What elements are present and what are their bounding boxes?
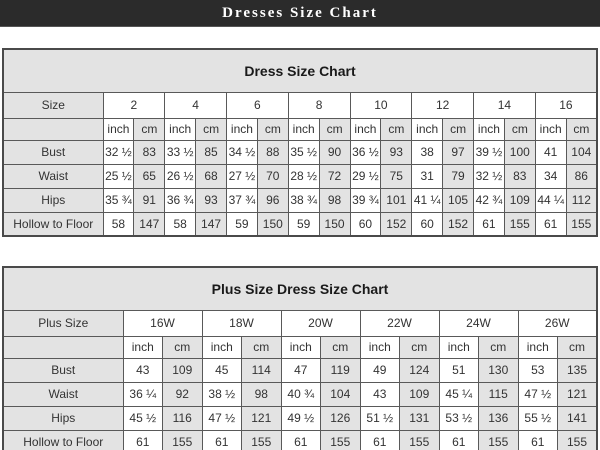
measurement-inch-cell: 32 ½ xyxy=(474,164,505,188)
measurement-cm-cell: 112 xyxy=(566,188,597,212)
size-header-cell: 10 xyxy=(350,92,412,118)
measurement-inch-cell: 61 xyxy=(360,430,400,450)
inch-unit-cell: inch xyxy=(474,118,505,140)
measurement-inch-cell: 61 xyxy=(123,430,163,450)
measurement-cm-cell: 109 xyxy=(163,358,203,382)
measurement-row xyxy=(3,358,597,382)
measurement-cm-cell: 155 xyxy=(400,430,440,450)
inch-unit-cell: inch xyxy=(412,118,443,140)
cm-unit-cell: cm xyxy=(134,118,165,140)
measurement-cm-cell: 97 xyxy=(443,140,474,164)
plus-chart-body xyxy=(3,267,597,450)
cm-unit-cell: cm xyxy=(504,118,535,140)
measurement-inch-cell: 61 xyxy=(439,430,479,450)
measurement-inch-cell: 34 ½ xyxy=(227,140,258,164)
cm-unit-cell: cm xyxy=(163,336,203,358)
measurement-cm-cell: 72 xyxy=(319,164,350,188)
size-header-cell: 12 xyxy=(412,92,474,118)
measurement-inch-cell: 41 xyxy=(535,140,566,164)
measurement-inch-cell: 45 ¼ xyxy=(439,382,479,406)
size-header-cell: 16W xyxy=(123,310,202,336)
measurement-cm-cell: 100 xyxy=(504,140,535,164)
page-header-bar xyxy=(0,0,600,27)
measurement-inch-cell: 38 ½ xyxy=(202,382,242,406)
measurement-cm-cell: 114 xyxy=(242,358,282,382)
measurement-inch-cell: 60 xyxy=(412,212,443,236)
measurement-cm-cell: 119 xyxy=(321,358,361,382)
size-header-cell: 6 xyxy=(227,92,289,118)
measurement-cm-cell: 93 xyxy=(381,140,412,164)
measurement-cm-cell: 104 xyxy=(566,140,597,164)
cm-unit-cell: cm xyxy=(257,118,288,140)
inch-unit-cell: inch xyxy=(288,118,319,140)
inch-unit-cell: inch xyxy=(518,336,558,358)
measurement-row xyxy=(3,164,597,188)
row-label-cell: Bust xyxy=(3,358,123,382)
measurement-inch-cell: 44 ¼ xyxy=(535,188,566,212)
measurement-cm-cell: 121 xyxy=(558,382,598,406)
measurement-cm-cell: 104 xyxy=(321,382,361,406)
size-header-cell: 16 xyxy=(535,92,597,118)
measurement-cm-cell: 109 xyxy=(400,382,440,406)
measurement-inch-cell: 34 xyxy=(535,164,566,188)
measurement-cm-cell: 152 xyxy=(381,212,412,236)
measurement-inch-cell: 27 ½ xyxy=(227,164,258,188)
measurement-cm-cell: 92 xyxy=(163,382,203,406)
measurement-cm-cell: 90 xyxy=(319,140,350,164)
chart-title: Plus Size Dress Size Chart xyxy=(3,267,597,310)
measurement-inch-cell: 61 xyxy=(474,212,505,236)
size-header-cell: 14 xyxy=(474,92,536,118)
measurement-cm-cell: 155 xyxy=(558,430,598,450)
measurement-cm-cell: 136 xyxy=(479,406,519,430)
measurement-inch-cell: 41 ¼ xyxy=(412,188,443,212)
cm-unit-cell: cm xyxy=(443,118,474,140)
measurement-cm-cell: 150 xyxy=(257,212,288,236)
inch-unit-cell: inch xyxy=(202,336,242,358)
measurement-inch-cell: 36 ¾ xyxy=(165,188,196,212)
standard-chart-body xyxy=(3,49,597,236)
measurement-inch-cell: 32 ½ xyxy=(103,140,134,164)
measurement-cm-cell: 155 xyxy=(504,212,535,236)
measurement-cm-cell: 96 xyxy=(257,188,288,212)
measurement-cm-cell: 116 xyxy=(163,406,203,430)
measurement-row xyxy=(3,406,597,430)
measurement-cm-cell: 83 xyxy=(134,140,165,164)
measurement-cm-cell: 155 xyxy=(566,212,597,236)
measurement-cm-cell: 109 xyxy=(504,188,535,212)
cm-unit-cell: cm xyxy=(381,118,412,140)
measurement-cm-cell: 126 xyxy=(321,406,361,430)
measurement-cm-cell: 155 xyxy=(321,430,361,450)
row-label-cell: Hollow to Floor xyxy=(3,212,103,236)
measurement-cm-cell: 70 xyxy=(257,164,288,188)
measurement-inch-cell: 45 ½ xyxy=(123,406,163,430)
measurement-cm-cell: 105 xyxy=(443,188,474,212)
measurement-cm-cell: 124 xyxy=(400,358,440,382)
measurement-inch-cell: 31 xyxy=(412,164,443,188)
page-title: Dresses Size Chart xyxy=(222,4,378,21)
cm-unit-cell: cm xyxy=(400,336,440,358)
measurement-inch-cell: 26 ½ xyxy=(165,164,196,188)
row-label-cell: Waist xyxy=(3,382,123,406)
measurement-cm-cell: 93 xyxy=(196,188,227,212)
measurement-cm-cell: 152 xyxy=(443,212,474,236)
measurement-row xyxy=(3,382,597,406)
measurement-cm-cell: 150 xyxy=(319,212,350,236)
measurement-cm-cell: 88 xyxy=(257,140,288,164)
cm-unit-cell: cm xyxy=(196,118,227,140)
inch-unit-cell: inch xyxy=(103,118,134,140)
measurement-cm-cell: 98 xyxy=(242,382,282,406)
inch-unit-cell: inch xyxy=(350,118,381,140)
measurement-inch-cell: 28 ½ xyxy=(288,164,319,188)
measurement-cm-cell: 135 xyxy=(558,358,598,382)
measurement-inch-cell: 25 ½ xyxy=(103,164,134,188)
measurement-inch-cell: 61 xyxy=(202,430,242,450)
measurement-cm-cell: 85 xyxy=(196,140,227,164)
size-header-label-cell: Size xyxy=(3,92,103,118)
measurement-inch-cell: 49 ½ xyxy=(281,406,321,430)
measurement-inch-cell: 51 ½ xyxy=(360,406,400,430)
measurement-inch-cell: 38 ¾ xyxy=(288,188,319,212)
cm-unit-cell: cm xyxy=(321,336,361,358)
measurement-row xyxy=(3,188,597,212)
measurement-inch-cell: 61 xyxy=(535,212,566,236)
measurement-inch-cell: 60 xyxy=(350,212,381,236)
measurement-inch-cell: 55 ½ xyxy=(518,406,558,430)
measurement-inch-cell: 43 xyxy=(123,358,163,382)
measurement-inch-cell: 39 ½ xyxy=(474,140,505,164)
chart-title: Dress Size Chart xyxy=(3,49,597,92)
measurement-inch-cell: 53 ½ xyxy=(439,406,479,430)
measurement-inch-cell: 49 xyxy=(360,358,400,382)
row-label-cell: Hips xyxy=(3,406,123,430)
measurement-cm-cell: 101 xyxy=(381,188,412,212)
size-header-label-cell: Plus Size xyxy=(3,310,123,336)
measurement-inch-cell: 43 xyxy=(360,382,400,406)
measurement-row xyxy=(3,430,597,450)
measurement-inch-cell: 47 ½ xyxy=(518,382,558,406)
measurement-cm-cell: 130 xyxy=(479,358,519,382)
measurement-cm-cell: 121 xyxy=(242,406,282,430)
measurement-cm-cell: 83 xyxy=(504,164,535,188)
plus-size-dress-chart-table xyxy=(2,266,598,450)
measurement-inch-cell: 39 ¾ xyxy=(350,188,381,212)
measurement-inch-cell: 42 ¾ xyxy=(474,188,505,212)
measurement-cm-cell: 68 xyxy=(196,164,227,188)
measurement-inch-cell: 47 xyxy=(281,358,321,382)
measurement-cm-cell: 86 xyxy=(566,164,597,188)
cm-unit-cell: cm xyxy=(558,336,598,358)
measurement-cm-cell: 155 xyxy=(163,430,203,450)
measurement-cm-cell: 91 xyxy=(134,188,165,212)
measurement-inch-cell: 59 xyxy=(227,212,258,236)
measurement-inch-cell: 47 ½ xyxy=(202,406,242,430)
cm-unit-cell: cm xyxy=(566,118,597,140)
measurement-cm-cell: 79 xyxy=(443,164,474,188)
measurement-inch-cell: 58 xyxy=(165,212,196,236)
unit-row-corner-cell xyxy=(3,336,123,358)
row-label-cell: Waist xyxy=(3,164,103,188)
inch-unit-cell: inch xyxy=(123,336,163,358)
row-label-cell: Bust xyxy=(3,140,103,164)
measurement-inch-cell: 61 xyxy=(518,430,558,450)
inch-unit-cell: inch xyxy=(360,336,400,358)
inch-unit-cell: inch xyxy=(281,336,321,358)
inch-unit-cell: inch xyxy=(535,118,566,140)
measurement-inch-cell: 36 ½ xyxy=(350,140,381,164)
measurement-row xyxy=(3,140,597,164)
measurement-inch-cell: 36 ¼ xyxy=(123,382,163,406)
cm-unit-cell: cm xyxy=(479,336,519,358)
measurement-cm-cell: 141 xyxy=(558,406,598,430)
measurement-inch-cell: 35 ½ xyxy=(288,140,319,164)
inch-unit-cell: inch xyxy=(439,336,479,358)
measurement-inch-cell: 53 xyxy=(518,358,558,382)
size-header-cell: 22W xyxy=(360,310,439,336)
measurement-inch-cell: 58 xyxy=(103,212,134,236)
row-label-cell: Hips xyxy=(3,188,103,212)
measurement-inch-cell: 59 xyxy=(288,212,319,236)
measurement-inch-cell: 35 ¾ xyxy=(103,188,134,212)
row-label-cell: Hollow to Floor xyxy=(3,430,123,450)
size-header-cell: 20W xyxy=(281,310,360,336)
measurement-cm-cell: 147 xyxy=(134,212,165,236)
size-header-cell: 2 xyxy=(103,92,165,118)
measurement-inch-cell: 61 xyxy=(281,430,321,450)
measurement-cm-cell: 65 xyxy=(134,164,165,188)
dress-size-chart-table xyxy=(2,48,598,237)
measurement-cm-cell: 75 xyxy=(381,164,412,188)
size-header-cell: 8 xyxy=(288,92,350,118)
unit-row-corner-cell xyxy=(3,118,103,140)
size-header-cell: 24W xyxy=(439,310,518,336)
cm-unit-cell: cm xyxy=(242,336,282,358)
measurement-row xyxy=(3,212,597,236)
measurement-cm-cell: 131 xyxy=(400,406,440,430)
measurement-cm-cell: 147 xyxy=(196,212,227,236)
inch-unit-cell: inch xyxy=(227,118,258,140)
measurement-inch-cell: 38 xyxy=(412,140,443,164)
measurement-cm-cell: 98 xyxy=(319,188,350,212)
measurement-inch-cell: 45 xyxy=(202,358,242,382)
measurement-cm-cell: 155 xyxy=(242,430,282,450)
measurement-inch-cell: 29 ½ xyxy=(350,164,381,188)
measurement-inch-cell: 40 ¾ xyxy=(281,382,321,406)
size-header-cell: 4 xyxy=(165,92,227,118)
measurement-inch-cell: 51 xyxy=(439,358,479,382)
measurement-cm-cell: 115 xyxy=(479,382,519,406)
cm-unit-cell: cm xyxy=(319,118,350,140)
measurement-cm-cell: 155 xyxy=(479,430,519,450)
measurement-inch-cell: 33 ½ xyxy=(165,140,196,164)
measurement-inch-cell: 37 ¾ xyxy=(227,188,258,212)
size-header-cell: 18W xyxy=(202,310,281,336)
inch-unit-cell: inch xyxy=(165,118,196,140)
size-header-cell: 26W xyxy=(518,310,597,336)
